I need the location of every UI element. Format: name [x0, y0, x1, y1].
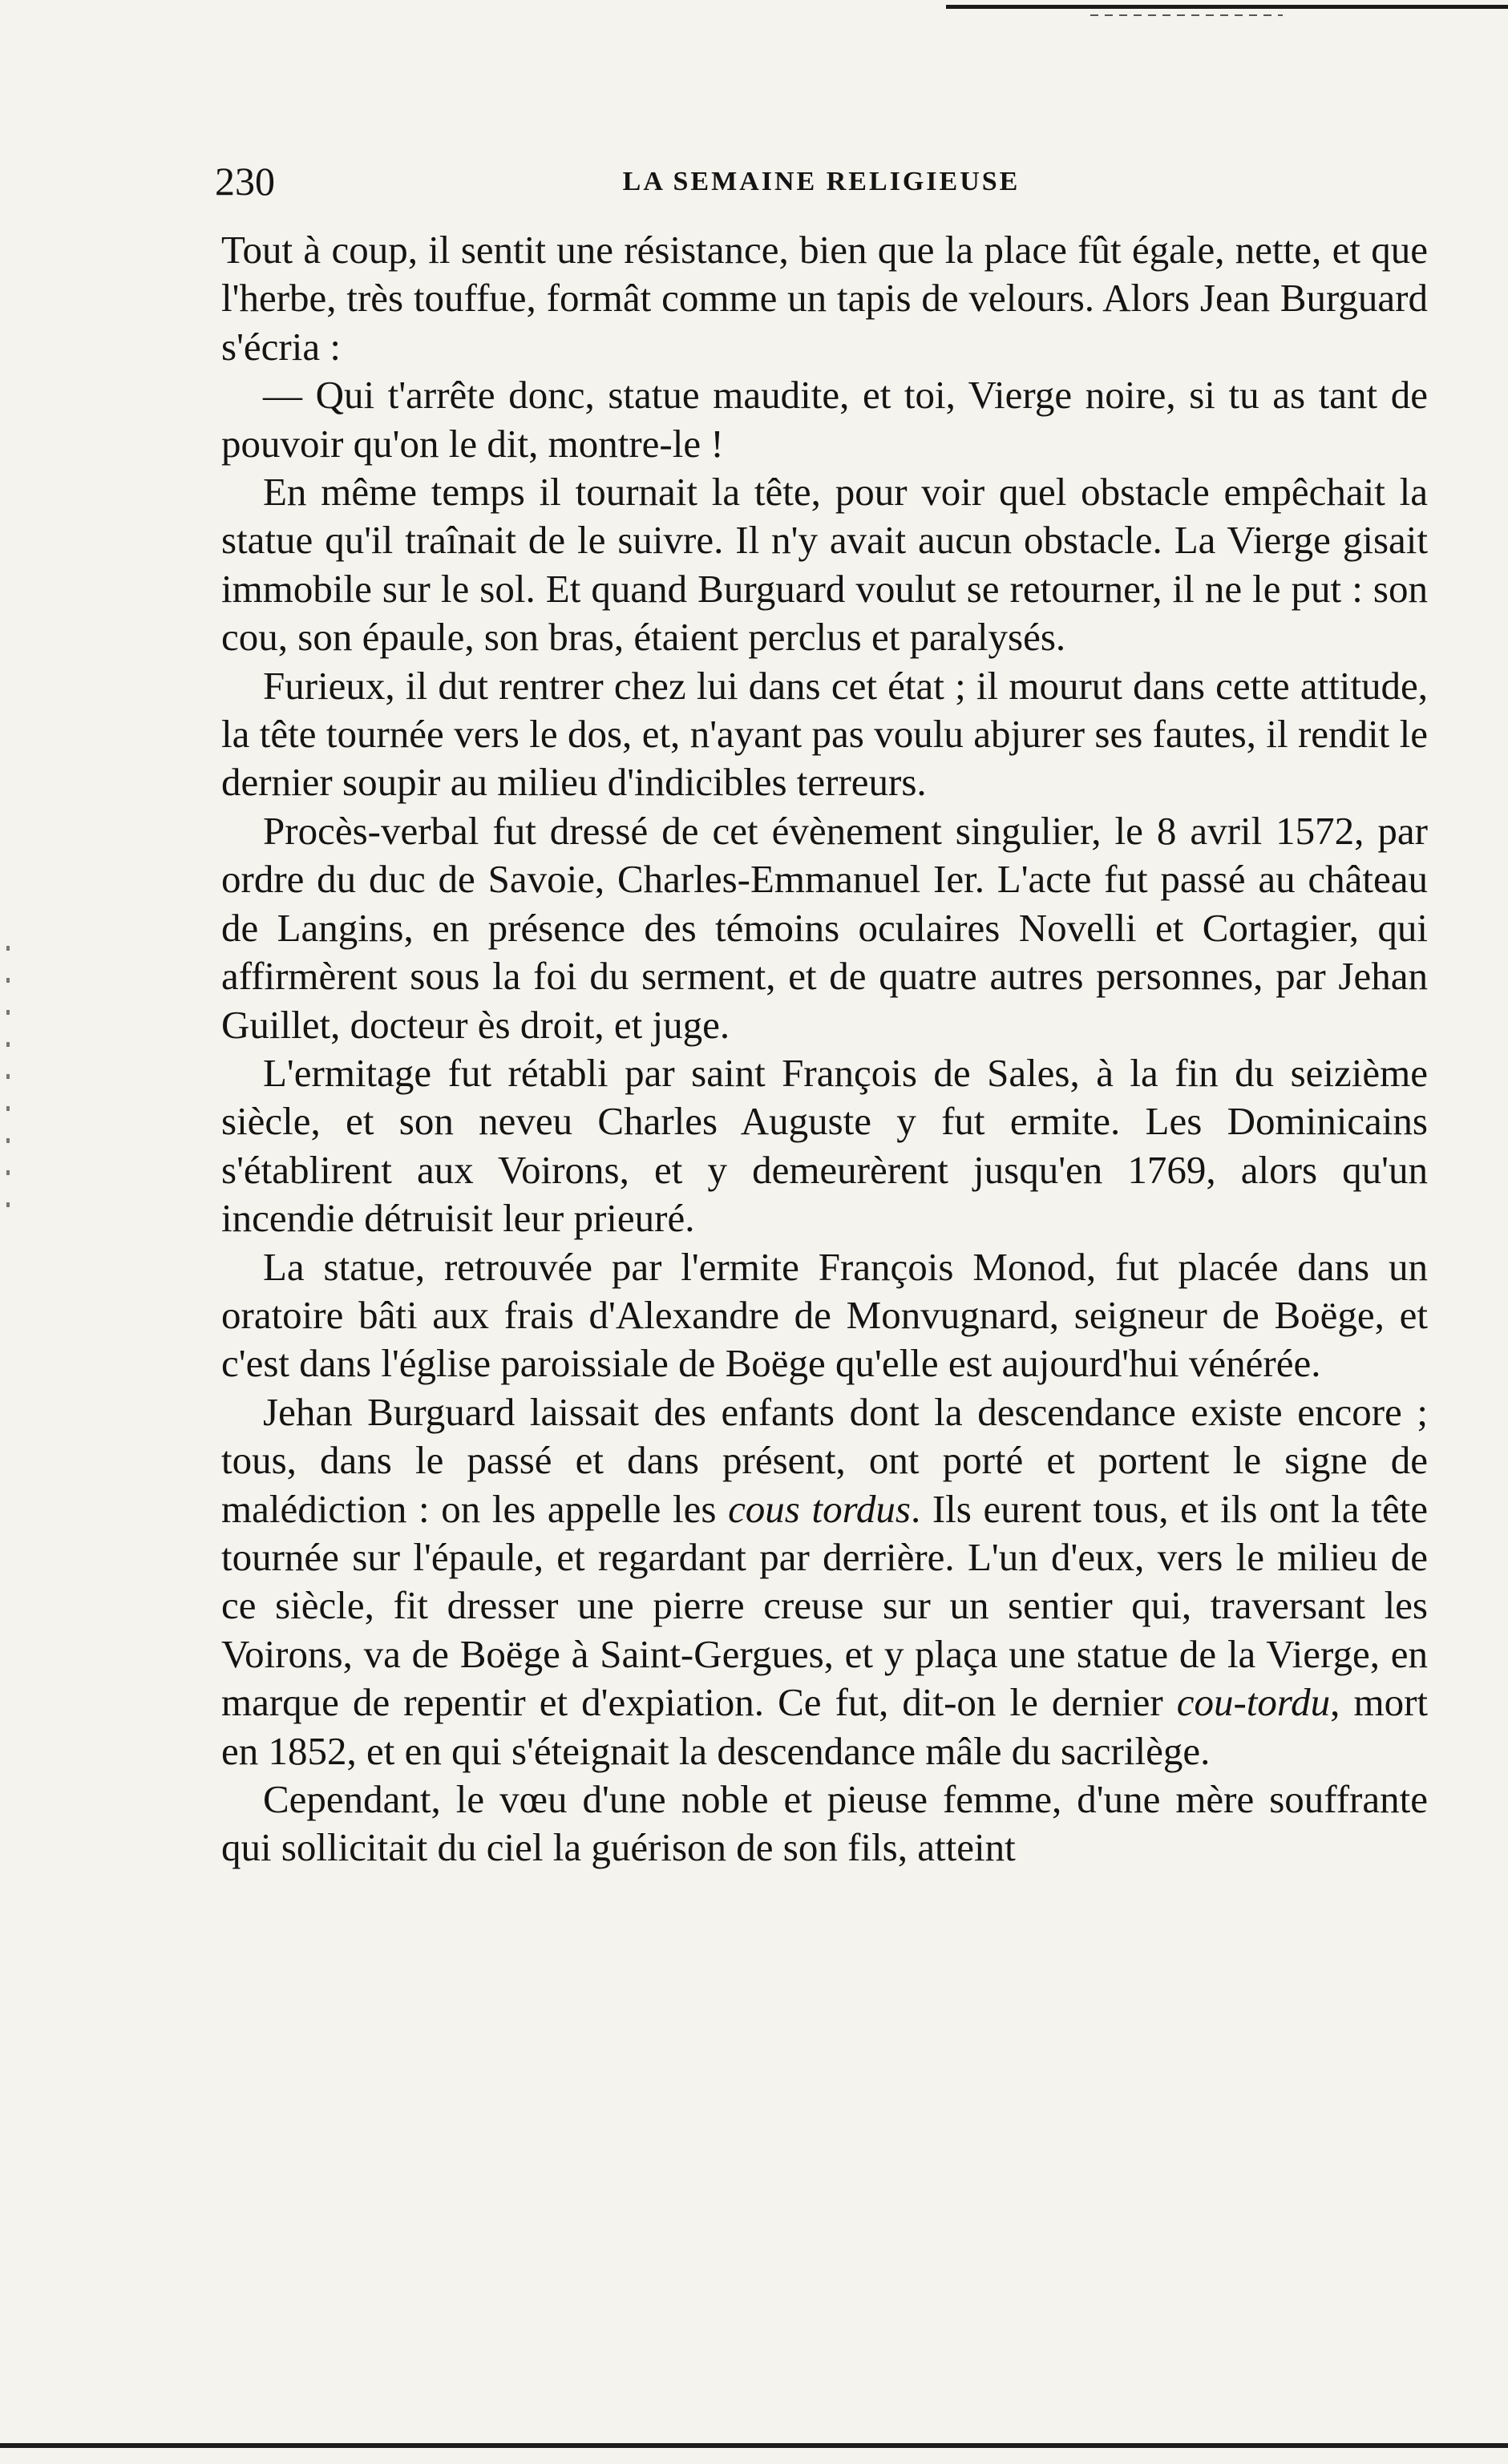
top-border-rule [946, 5, 1508, 9]
paragraph-7: La statue, retrouvée par l'ermite François Monod, fut placée dans un oratoire bâti aux frais d'Alexandre de Monvugnard, seigneur de Boëge, et c'est dans l'église paroissiale de Boëge qu'elle est aujourd'hui vénérée. [221, 1244, 1428, 1386]
paragraph-6: L'ermitage fut rétabli par saint François de Sales, à la fin du seizième siècle, et son neveu Charles Auguste y fut ermite. Les Dominicains s'établirent aux Voirons, et y demeurèrent jusqu'en 1769, alors qu'un incendie détruisit leur prieuré. [221, 1050, 1428, 1241]
paragraph-2: — Qui t'arrête donc, statue maudite, et toi, Vierge noire, si tu as tant de pouvoir qu'on le dit, montre-le ! [221, 373, 1428, 466]
running-title: LA SEMAINE RELIGIEUSE [622, 167, 1021, 196]
bottom-border-rule [0, 2443, 1508, 2448]
paragraph-3: En même temps il tournait la tête, pour voir quel obstacle empêchait la statue qu'il traînait de le suivre. Il n'y avait aucun obstacle. La Vierge gisait immobile sur le sol. Et quand Burguard voulut se retourner, il ne le put : son cou, son épaule, son bras, étaient perclus et paralysés. [221, 470, 1428, 660]
paragraph-8 [221, 1388, 1428, 1775]
paragraph-4: Furieux, il dut rentrer chez lui dans cet état ; il mourut dans cette attitude, la tête tournée vers le dos, et, n'ayant pas voulu abjurer ses fautes, il rendit le dernier soupir au milieu d'indicibles terreurs. [221, 663, 1428, 805]
page-body [221, 226, 1428, 1872]
paragraph-9: Cependant, le vœu d'une noble et pieuse femme, d'une mère souffrante qui sollicitait du ciel la guérison de son fils, atteint [221, 1777, 1428, 1870]
page-number: 230 [215, 159, 275, 204]
left-margin-marks [6, 946, 10, 1218]
italic-term-cou-tordu: cou-tordu [1176, 1680, 1331, 1725]
paragraph-5: Procès-verbal fut dressé de cet évènement singulier, le 8 avril 1572, par ordre du duc de Savoie, Charles-Emmanuel Ier. L'acte fut passé au château de Langins, en présence des témoins oculaires Novelli et Cortagier, qui affirmèrent sous la foi du serment, et de quatre autres personnes, par Jehan Guillet, docteur ès droit, et juge. [221, 808, 1428, 1047]
paragraph-8-part-2: . Ils eurent tous, et ils ont la tête tournée sur l'épaule, et regardant par derrière. L'un d'eux, vers le milieu de ce siècle, fit dresser une pierre creuse sur un sentier qui, traversant les Voirons, va de Boëge à Saint-Gergues, et y plaça une statue de la Vierge, en marque de repentir et d'expiation. Ce fut, dit-on le dernier [221, 1486, 1428, 1725]
paragraph-1: Tout à coup, il sentit une résistance, bien que la place fût égale, nette, et que l'herbe, très touffue, formât comme un tapis de velours. Alors Jean Burguard s'écria : [221, 228, 1428, 369]
paragraph-8-part-1: Jehan Burguard laissait des enfants dont la descendance existe encore ; tous, dans le passé et dans présent, ont porté et portent le signe de malédiction : on les appelle les [221, 1389, 1428, 1531]
top-dashed-mark [1090, 14, 1283, 16]
page-header [215, 157, 1428, 205]
paragraph-8-part-3: , mort en 1852, et en qui s'éteignait la descendance mâle du sacrilège. [221, 1680, 1428, 1773]
italic-term-cous-tordus: cous tordus [728, 1486, 911, 1531]
